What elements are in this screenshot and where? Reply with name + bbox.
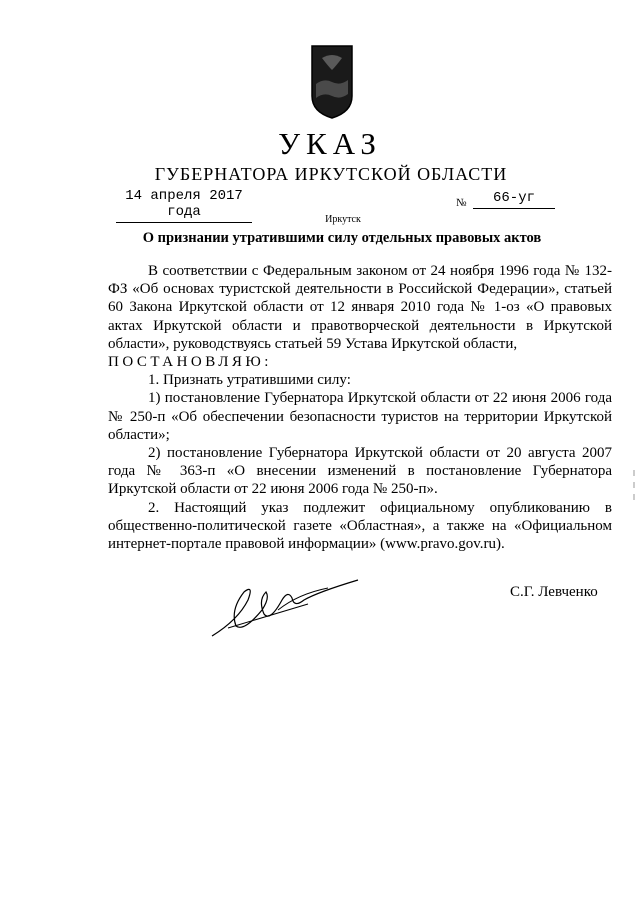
document-type-title: УКАЗ <box>278 126 382 161</box>
number-prefix: № <box>456 197 467 209</box>
item-2-paragraph: 2. Настоящий указ подлежит официальному опубликованию в общественно-политической газете «Областная», а также на «Официальном интернет-портале правовой информации» (www.pravo.gov.ru). <box>108 499 612 553</box>
item-1-subitem-1: 1) постановление Губернатора Иркутской области от 22 июня 2006 года № 250-п «Об обеспечении безопасности туристов на территории Иркутской области»; <box>108 390 612 443</box>
scan-edge-marks <box>632 470 636 510</box>
document-date: 14 апреля 2017 года <box>116 188 252 223</box>
coat-of-arms-emblem <box>310 44 354 120</box>
preamble-paragraph: В соответствии с Федеральным законом от 24 ноября 1996 года № 132-ФЗ «Об основах туристской деятельности в Российской Федерации», статьей 60 Закона Иркутской области от 12 января 2010 года № 1-оз «О правовых актах Иркутской области и правотворческой деятельности в Иркутской области», руководствуясь статьей 59 Устава Иркутской области, <box>108 263 612 352</box>
document-body <box>108 262 612 553</box>
document-number: 66-уг <box>473 190 555 209</box>
decree-word: ПОСТАНОВЛЯЮ: <box>108 354 272 371</box>
document-heading: О признании утратившими силу отдельных правовых актов <box>142 230 542 246</box>
issuer-title: ГУБЕРНАТОРА ИРКУТСКОЙ ОБЛАСТИ <box>154 164 508 184</box>
item-1-subitem-2: 2) постановление Губернатора Иркутской области от 20 августа 2007 года № 363-п «О внесении изменений в постановление Губернатора Иркутской области от 22 июня 2006 года № 250-п». <box>108 445 612 498</box>
signer-name: С.Г. Левченко <box>510 584 598 600</box>
item-1-intro: 1. Признать утратившими силу: <box>148 372 351 389</box>
city-label: Иркутск <box>325 214 361 225</box>
handwritten-signature <box>208 570 368 640</box>
